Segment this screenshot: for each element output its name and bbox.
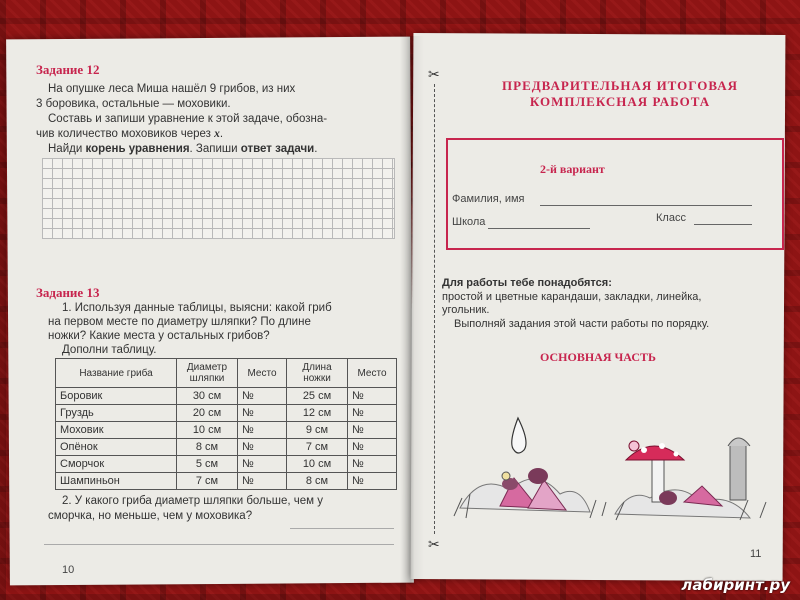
task13-q2-line1: 2. У какого гриба диаметр шляпки больше, чем у: [62, 495, 324, 507]
cell-place-input[interactable]: №: [238, 439, 287, 456]
main-part-heading: ОСНОВНАЯ ЧАСТЬ: [540, 350, 656, 364]
cell-place-input[interactable]: №: [348, 405, 397, 422]
class-label: Класс: [656, 212, 686, 224]
cell-place-input[interactable]: №: [348, 422, 397, 439]
table-row: [56, 473, 397, 490]
task12-line1: На опушке леса Миша нашёл 9 грибов, из них: [48, 83, 296, 95]
task12-line5-post: .: [314, 143, 318, 155]
table-row: [56, 439, 397, 456]
instruction: Выполняй задания этой части работы по порядку.: [454, 318, 710, 330]
left-mushrooms-group: [454, 468, 606, 518]
table-header-row: [56, 359, 397, 388]
cell-diameter: 8 см: [177, 439, 238, 456]
heading-line2: КОМПЛЕКСНАЯ РАБОТА: [529, 94, 711, 109]
task13-q1-line3: ножки? Какие места у остальных грибов?: [48, 330, 270, 342]
task12-line3: Составь и запиши уравнение к этой задаче, обозна-: [48, 113, 328, 125]
cell-place-input[interactable]: №: [348, 388, 397, 405]
cell-length: 10 см: [287, 456, 348, 473]
cell-diameter: 20 см: [177, 405, 238, 422]
variant-label: 2-й вариант: [540, 162, 605, 176]
class-field[interactable]: [694, 224, 752, 225]
cell-place-input[interactable]: №: [238, 422, 287, 439]
school-field[interactable]: [488, 228, 590, 229]
mushroom-table: [55, 358, 397, 490]
cell-length: 9 см: [287, 422, 348, 439]
cut-line: [434, 84, 435, 534]
task13-q1-line2: на первом месте по диаметру шляпки? По длине: [48, 316, 311, 328]
name-label: Фамилия, имя: [452, 193, 525, 205]
cell-name: Опёнок: [56, 439, 177, 456]
header-length: Длина ножки: [287, 359, 348, 388]
cell-place-input[interactable]: №: [348, 439, 397, 456]
cell-place-input[interactable]: №: [238, 473, 287, 490]
answer-grid[interactable]: [42, 158, 395, 239]
drop-icon: [512, 418, 526, 453]
task12-line5-bold2: ответ задачи: [240, 143, 315, 155]
cell-length: 25 см: [287, 388, 348, 405]
name-field[interactable]: [540, 205, 752, 206]
scissors-icon: ✂: [428, 66, 440, 82]
task12-title: Задание 12: [36, 62, 100, 77]
need-title: Для работы тебе понадобятся:: [442, 277, 612, 289]
cell-name: Шампиньон: [56, 473, 177, 490]
cell-length: 7 см: [287, 439, 348, 456]
page-number-right: 11: [750, 548, 762, 560]
header-name: Название гриба: [56, 359, 177, 388]
header-diameter: Диаметр шляпки: [177, 359, 238, 388]
task12-line5-pre: Найди: [48, 143, 86, 155]
cell-length: 8 см: [287, 473, 348, 490]
header-place1: Место: [238, 359, 287, 388]
task12-line5-mid: . Запиши: [189, 143, 241, 155]
cell-name: Боровик: [56, 388, 177, 405]
table-row: [56, 405, 397, 422]
task12-line4-text: чив количество моховиков через: [36, 128, 215, 140]
cell-name: Груздь: [56, 405, 177, 422]
cell-place-input[interactable]: №: [238, 405, 287, 422]
cell-diameter: 5 см: [177, 456, 238, 473]
cell-place-input[interactable]: №: [238, 388, 287, 405]
table-row: [56, 422, 397, 439]
cell-name: Моховик: [56, 422, 177, 439]
cell-place-input[interactable]: №: [348, 473, 397, 490]
task12-line4: чив количество моховиков через x.: [36, 128, 224, 140]
task12-variable: x: [214, 128, 220, 140]
cell-place-input[interactable]: №: [238, 456, 287, 473]
need-line2: угольник.: [442, 304, 490, 316]
answer-line[interactable]: [44, 544, 394, 545]
right-mushrooms-group: [615, 438, 766, 520]
mushrooms-illustration: [440, 380, 780, 540]
cell-diameter: 7 см: [177, 473, 238, 490]
cell-length: 12 см: [287, 405, 348, 422]
school-label: Школа: [452, 216, 486, 228]
cell-name: Сморчок: [56, 456, 177, 473]
heading-line1: ПРЕДВАРИТЕЛЬНАЯ ИТОГОВАЯ: [502, 78, 738, 93]
need-line1: простой и цветные карандаши, закладки, линейка,: [442, 291, 702, 303]
book-gutter: [400, 36, 424, 584]
task13-q1-line4: Дополни таблицу.: [62, 344, 157, 356]
answer-line[interactable]: [290, 528, 394, 529]
table-row: [56, 388, 397, 405]
task13-title: Задание 13: [36, 285, 100, 300]
task12-line5: [48, 142, 317, 157]
header-place2: Место: [348, 359, 397, 388]
task12-line5-bold1: корень уравнения: [85, 143, 190, 155]
table-row: [56, 456, 397, 473]
task12-line2: 3 боровика, остальные — моховики.: [36, 98, 231, 110]
cell-diameter: 10 см: [177, 422, 238, 439]
watermark-logo: лабиринт.ру: [681, 576, 790, 594]
scissors-icon: ✂: [428, 536, 440, 552]
task13-q1-line1: 1. Используя данные таблицы, выясни: какой гриб: [62, 302, 332, 314]
cell-place-input[interactable]: №: [348, 456, 397, 473]
task13-q2-line2: сморчка, но меньше, чем у моховика?: [48, 510, 253, 522]
cell-diameter: 30 см: [177, 388, 238, 405]
page-number-left: 10: [62, 564, 75, 576]
